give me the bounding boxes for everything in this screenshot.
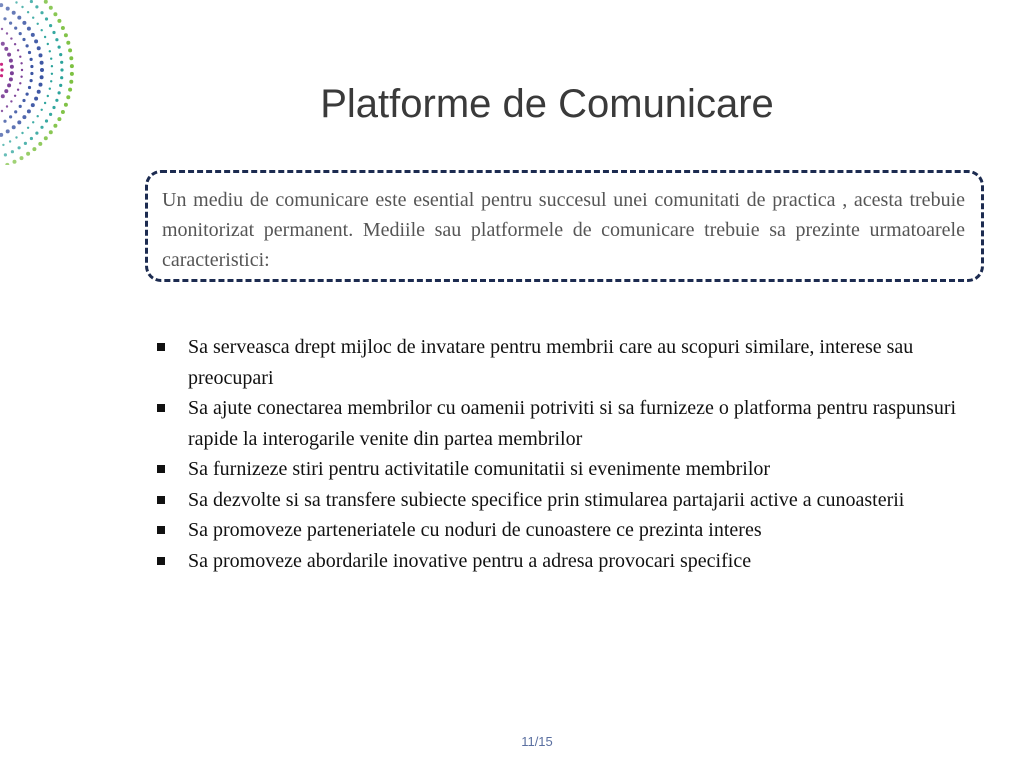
logo-dot	[59, 84, 62, 87]
logo-dot	[70, 72, 74, 76]
logo-dot	[50, 80, 52, 82]
logo-dot	[22, 99, 25, 102]
logo-dot	[0, 63, 3, 66]
logo-dot	[37, 46, 41, 50]
logo-dot	[60, 68, 63, 71]
bullet-text: Sa furnizeze stiri pentru activitatile comunitatii si evenimente membrilor	[188, 458, 771, 480]
logo-dot	[6, 105, 8, 107]
logo-dot	[40, 11, 43, 14]
logo-dot	[69, 56, 73, 60]
logo-dot	[18, 146, 21, 149]
logo-dot	[3, 17, 6, 20]
logo-dot	[17, 120, 21, 124]
logo-dot	[57, 19, 61, 23]
bullet-text: Sa dezvolte si sa transfere subiecte specifice prin stimularea partajarii active a cunoasterii	[188, 488, 905, 511]
logo-dot	[49, 88, 51, 90]
logo-dot	[2, 144, 4, 146]
logo-dot	[66, 95, 70, 99]
logo-dot	[34, 39, 38, 43]
logo-dot	[17, 49, 19, 51]
logo-dot	[30, 58, 33, 61]
bullet-item	[155, 546, 985, 577]
square-bullet-icon	[157, 343, 165, 351]
logo-dot	[6, 129, 10, 133]
logo-dot	[9, 115, 12, 118]
logo-dot	[70, 64, 74, 68]
logo-dot	[0, 74, 3, 77]
bullet-text: Sa ajute conectarea membrilor cu oamenii potriviti si sa furnizeze o platforma pentru raspunsuri rapide la interogarile venite din partea membrilor	[188, 397, 957, 450]
logo-dot	[30, 79, 33, 82]
logo-dot	[20, 156, 24, 160]
logo-dot	[37, 90, 41, 94]
logo-dot	[39, 83, 43, 87]
logo-dot	[28, 86, 31, 89]
logo-dot	[32, 121, 34, 123]
logo-dot	[41, 29, 43, 31]
logo-dot	[41, 109, 43, 111]
logo-dot	[49, 6, 53, 10]
logo-dot	[27, 27, 31, 31]
square-bullet-icon	[157, 404, 165, 412]
logo-dot	[4, 153, 7, 156]
logo-dot	[51, 73, 53, 75]
square-bullet-icon	[157, 465, 165, 473]
logo-dot	[53, 124, 57, 128]
logo-dot	[6, 7, 10, 11]
logo-dot	[1, 28, 3, 30]
logo-dot	[19, 32, 22, 35]
logo-dot	[44, 136, 48, 140]
logo-dot	[44, 0, 48, 4]
logo-dot	[64, 33, 68, 37]
logo-dot	[12, 11, 16, 15]
logo-dot	[68, 88, 72, 92]
logo-dot	[45, 119, 48, 122]
logo-dot	[13, 160, 17, 164]
logo-dot	[60, 61, 63, 64]
logo-dot	[55, 99, 58, 102]
logo-dot	[27, 11, 29, 13]
intro-text: Un mediu de comunicare este esential pentru succesul unei comunitati de practica , acesta trebuie monitorizat permanent. Mediile sau platformele de comunicare trebuie sa prezinte urmatoarele caracteristici:	[162, 189, 965, 271]
logo-dot	[32, 147, 36, 151]
logo-dot	[55, 38, 58, 41]
logo-dot	[31, 103, 35, 107]
logo-dot	[58, 46, 61, 49]
logo-dot	[51, 65, 53, 67]
logo-dot	[4, 47, 8, 51]
logo-dot	[1, 94, 5, 98]
logo-dot	[22, 38, 25, 41]
logo-dot	[3, 120, 6, 123]
bullet-item	[155, 454, 985, 485]
logo-dot	[44, 102, 46, 104]
logo-dot	[30, 137, 33, 140]
logo-dot	[59, 53, 62, 56]
logo-dot	[31, 33, 35, 37]
logo-dot	[37, 115, 39, 117]
logo-dot	[30, 65, 33, 68]
square-bullet-icon	[157, 496, 165, 504]
logo-dot	[26, 44, 29, 47]
bullet-text: Sa promoveze abordarile inovative pentru a adresa provocari specifice	[188, 549, 752, 572]
logo-dot	[35, 132, 38, 135]
logo-dot	[52, 106, 55, 109]
logo-dot	[53, 12, 57, 16]
logo-dot	[19, 105, 22, 108]
logo-dot	[39, 53, 43, 57]
bullet-item	[155, 332, 985, 393]
page-number: 11/15	[521, 734, 553, 749]
logo-dot	[26, 93, 29, 96]
logo-dot	[9, 22, 12, 25]
logo-dot	[21, 6, 23, 8]
logo-dot	[11, 150, 14, 153]
logo-dot	[22, 115, 26, 119]
logo-dot	[28, 51, 31, 54]
logo-dot	[50, 58, 52, 60]
logo-dot	[40, 61, 44, 65]
bullet-item	[155, 485, 985, 516]
logo-dot	[0, 68, 3, 71]
logo-dot	[40, 75, 44, 79]
logo-dot	[49, 50, 51, 52]
logo-dot	[14, 95, 16, 97]
logo-dot	[47, 95, 49, 97]
logo-dot	[14, 43, 16, 45]
logo-dot	[61, 110, 65, 114]
logo-dot	[15, 136, 17, 138]
logo-dot	[37, 23, 39, 25]
dotted-circle-logo-icon	[0, 0, 90, 165]
logo-dot	[10, 65, 14, 69]
logo-dot	[21, 69, 23, 71]
logo-dot	[35, 5, 38, 8]
logo-dot	[9, 77, 13, 81]
logo-dot	[9, 59, 13, 63]
logo-dot	[24, 142, 27, 145]
logo-dot	[49, 130, 53, 134]
logo-dot	[49, 113, 52, 116]
logo-dot	[14, 110, 17, 113]
logo-dot	[19, 82, 21, 84]
logo-dot	[66, 41, 70, 45]
logo-dot	[58, 91, 61, 94]
logo-dot	[27, 109, 31, 113]
logo-dot	[0, 133, 3, 137]
logo-dot	[7, 53, 11, 57]
logo-dot	[44, 36, 46, 38]
logo-dot	[21, 132, 23, 134]
logo-dot	[57, 117, 61, 121]
logo-dot	[40, 68, 44, 72]
logo-dot	[68, 48, 72, 52]
logo-dot	[61, 26, 65, 30]
bullet-list	[155, 332, 985, 576]
logo-dot	[10, 100, 12, 102]
logo-dot	[6, 32, 8, 34]
logo-dot	[34, 97, 38, 101]
logo-dot	[9, 140, 11, 142]
logo-dot	[22, 21, 26, 25]
logo-dot	[10, 71, 14, 75]
logo-dot	[64, 103, 68, 107]
slide-title: Platforme de Comunicare	[320, 82, 774, 126]
square-bullet-icon	[157, 526, 165, 534]
logo-dot	[40, 126, 43, 129]
logo-dot	[17, 16, 21, 20]
logo-dot	[1, 110, 3, 112]
logo-dot	[0, 3, 3, 7]
logo-dot	[20, 62, 22, 64]
logo-dot	[26, 152, 30, 156]
logo-dot	[32, 17, 34, 19]
logo-dot	[38, 142, 42, 146]
square-bullet-icon	[157, 557, 165, 565]
logo-dot	[20, 76, 22, 78]
logo-dot	[49, 24, 52, 27]
logo-dot	[47, 43, 49, 45]
logo-dot	[52, 31, 55, 34]
bullet-item	[155, 393, 985, 454]
logo-dot	[17, 89, 19, 91]
logo-dot	[5, 163, 9, 165]
logo-dot	[30, 0, 33, 3]
intro-box	[145, 170, 984, 282]
bullet-text: Sa serveasca drept mijloc de invatare pentru membrii care au scopuri similare, interese sau preocupari	[188, 336, 914, 389]
logo-dot	[7, 83, 11, 87]
logo-dot	[4, 89, 8, 93]
logo-dot	[14, 27, 17, 30]
bullet-item	[155, 515, 985, 546]
logo-dot	[30, 72, 33, 75]
bullet-text: Sa promoveze parteneriatele cu noduri de cunoastere ce prezinta interes	[188, 519, 762, 541]
logo-dot	[10, 37, 12, 39]
logo-dot	[19, 56, 21, 58]
logo-dot	[15, 1, 17, 3]
logo-dot	[60, 76, 63, 79]
logo-dot	[1, 42, 5, 46]
logo-dot	[27, 127, 29, 129]
logo-dot	[69, 80, 73, 84]
logo-dot	[12, 125, 16, 129]
logo-dot	[45, 17, 48, 20]
